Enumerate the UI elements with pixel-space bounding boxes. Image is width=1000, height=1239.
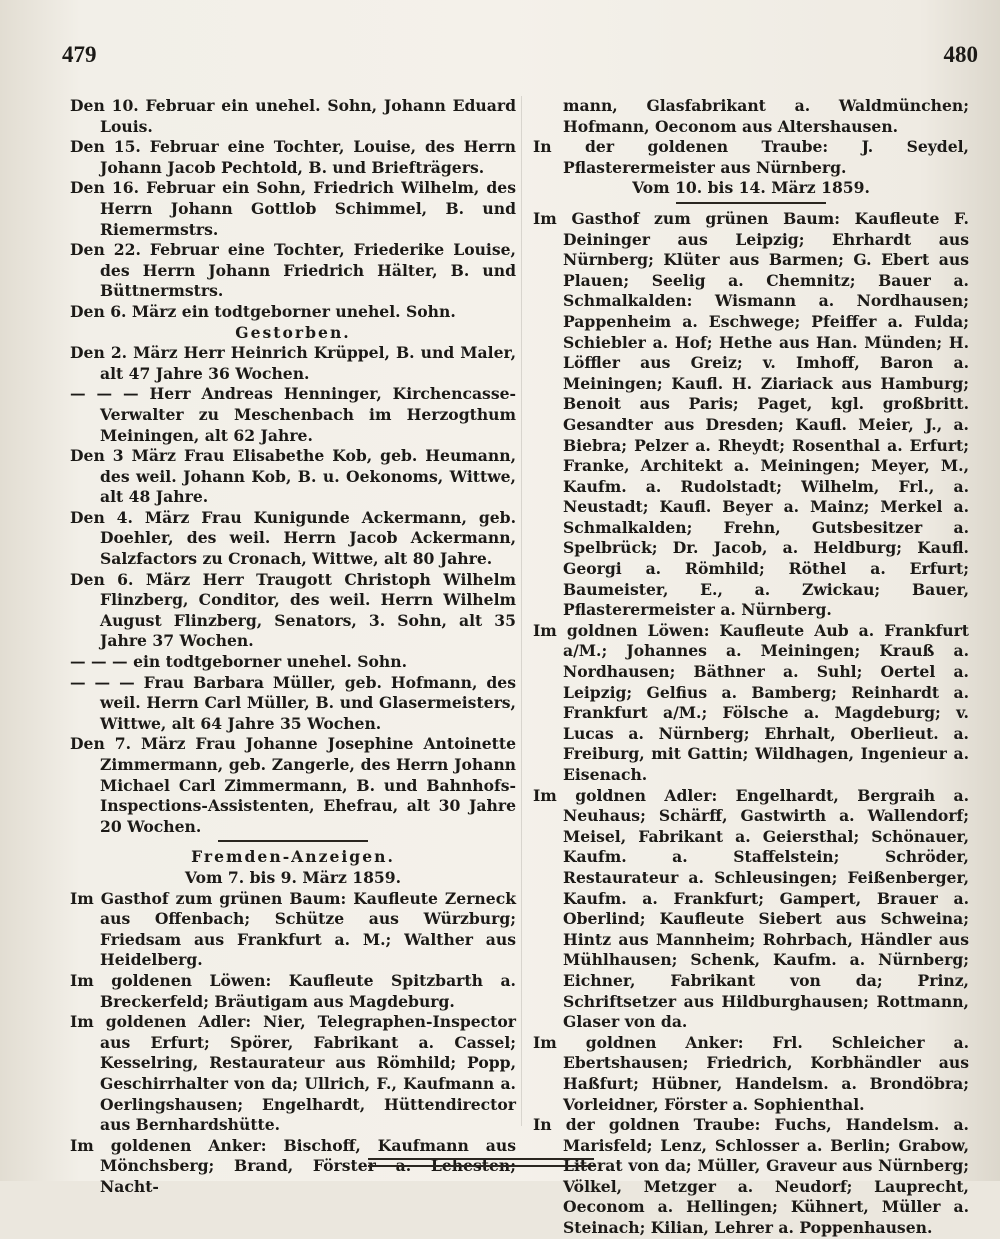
fremden-date-1: Vom 7. bis 9. März 1859.: [184, 867, 402, 887]
death-entry: Den 3 März Frau Elisabethe Kob, geb. Heumann, des weil. Johann Kob, B. u. Oekonoms, Wittwe, alt 48 Jahre.: [70, 446, 516, 507]
guest-entry: Im Gasthof zum grünen Baum: Kaufleute F. Deininger aus Leipzig; Ehrhardt aus Nürnberg; Klüter aus Barmen; G. Ebert aus Plauen; Seelig a. Chemnitz; Bauer a. Schmalkalden: Wismann a. Nordhausen; Pappenheim a. Eschwege; Pfeiffer a. Fulda; Schiebler a. Hof; Hethe aus Han. Münden; H. Löffler aus Greiz; v. Imhoff, Baron a. Meiningen; Kaufl. H. Ziariack aus Hamburg; Benoit aus Paris; Paget, kgl. großbritt. Gesandter aus Dresden; Kaufl. Meier, J., a. Biebra; Pelzer a. Rheydt; Rosenthal a. Erfurt; Franke, Architekt a. Meiningen; Meyer, M., Kaufm. a. Rudolstadt; Wilhelm, Frl., a. Neustadt; Kaufl. Beyer a. Mainz; Merkel a. Schmalkalden; Frehn, Gutsbesitzer a. Spelbrück; Dr. Jacob, a. Heldburg; Kaufl. Georgi a. Römhild; Röthel a. Erfurt; Baumeister, E., a. Zwickau; Bauer, Pflasterermeister a. Nürnberg.: [533, 208, 969, 620]
birth-entry: Den 6. März ein todtgeborner unehel. Sohn.: [70, 301, 456, 321]
guest-entry: Im Gasthof zum grünen Baum: Kaufleute Zerneck aus Offenbach; Schütze aus Würzburg; Friedsam aus Frankfurt a. M.; Walther aus Heidelberg.: [70, 888, 516, 970]
page-number-left: 479: [62, 42, 97, 67]
death-entry: Den 2. März Herr Heinrich Krüppel, B. und Maler, alt 47 Jahre 36 Wochen.: [70, 343, 516, 383]
birth-entry: Den 10. Februar ein unehel. Sohn, Johann Eduard Louis.: [70, 96, 516, 136]
birth-entry: Den 16. Februar ein Sohn, Friedrich Wilhelm, des Herrn Johann Gottlob Schimmel, B. und Riemermstrs.: [70, 178, 516, 239]
guest-entry-continued: mann, Glasfabrikant a. Waldmünchen; Hofmann, Oeconom aus Altershausen.: [563, 96, 969, 136]
death-entry: — — — ein todtgeborner unehel. Sohn.: [70, 652, 408, 672]
guest-entry: Im goldenen Anker: Bischoff, Kaufmann aus Mönchsberg; Brand, Förster a. Lehesten; Nacht-: [70, 1135, 516, 1196]
guest-entry: Im goldenen Adler: Nier, Telegraphen-Inspector aus Erfurt; Spörer, Fabrikant a. Cassel; Kesselring, Restaurateur aus Römhild; Popp, Geschirrhalter von da; Ullrich, F., Kaufmann a. Oerlingshausen; Engelhardt, Hüttendirector aus Bernhardshütte.: [70, 1012, 516, 1135]
guest-entry: Im goldenen Löwen: Kaufleute Spitzbarth a. Breckerfeld; Bräutigam aus Magdeburg.: [70, 970, 516, 1011]
guest-entry: Im goldnen Adler: Engelhardt, Bergraih a. Neuhaus; Schärff, Gastwirth a. Wallendorf; Meisel, Fabrikant a. Geiersthal; Schönauer, Kaufm. a. Staffelstein; Schröder, Restaurateur a. Schleusingen; Feißenberger, Kaufm. a. Frankfurt; Gampert, Brauer a. Oberlind; Kaufleute Siebert aus Schweina; Hintz aus Mannheim; Rohrbach, Händler aus Mühlhausen; Schenk, Kaufm. a. Nürnberg; Eichner, Fabrikant von da; Prinz, Schriftsetzer aus Hildburghausen; Rottmann, Glaser von da.: [533, 785, 969, 1032]
death-entry: — — — Frau Barbara Müller, geb. Hofmann, des weil. Herrn Carl Müller, B. und Glasermeisters, Wittwe, alt 64 Jahre 35 Wochen.: [70, 672, 516, 733]
death-entry: Den 4. März Frau Kunigunde Ackermann, geb. Doehler, des weil. Herrn Jacob Ackermann, Salzfactors zu Cronach, Wittwe, alt 80 Jahre.: [70, 507, 516, 569]
guest-entry: In der goldnen Traube: Fuchs, Handelsm. a. Marisfeld; Lenz, Schlosser a. Berlin; Grabow, Literat von da; Müller, Graveur aus Nürnberg; Völkel, Metzger a. Neudorf; Lauprecht, Oeconom a. Hellingen; Kühnert, Müller a. Steinach; Kilian, Lehrer a. Poppenhausen.: [533, 1115, 969, 1238]
birth-entry: Den 22. Februar eine Tochter, Friederike Louise, des Herrn Johann Friedrich Hälter, B. und Büttnermstrs.: [70, 240, 516, 301]
left-column: [70, 96, 516, 1197]
death-entry: Den 6. März Herr Traugott Christoph Wilhelm Flinzberg, Conditor, des weil. Herrn Wilhelm August Flinzberg, Senators, 3. Sohn, alt 35 Jahre 37 Wochen.: [70, 569, 516, 651]
guest-entry: In der goldenen Traube: J. Seydel, Pflasterermeister aus Nürnberg.: [533, 137, 969, 177]
guest-entry: Im goldnen Anker: Frl. Schleicher a. Ebertshausen; Friedrich, Korbhändler aus Haßfurt; Hübner, Handelsm. a. Brondöbra; Vorleidner, Förster a. Sophienthal.: [533, 1032, 969, 1114]
death-entry: — — — Herr Andreas Henninger, Kirchencasse-Verwalter zu Meschenbach im Herzogthum Meiningen, alt 62 Jahre.: [70, 384, 516, 445]
gestorben-heading: Gestorben.: [235, 322, 351, 342]
date-rule: [676, 202, 826, 204]
fremden-date-2: Vom 10. bis 14. März 1859.: [632, 178, 870, 198]
birth-entry: Den 15. Februar eine Tochter, Louise, des Herrn Johann Jacob Pechtold, B. und Briefträgers.: [70, 137, 516, 177]
footer-double-rule: [368, 1158, 594, 1167]
section-rule: [218, 840, 368, 842]
death-entry: Den 7. März Frau Johanne Josephine Antoinette Zimmermann, geb. Zangerle, des Herrn Johann Michael Carl Zimmermann, B. und Bahnhofs-Inspections-Assistenten, Ehefrau, alt 30 Jahre 20 Wochen.: [70, 734, 516, 836]
guest-entry: Im goldnen Löwen: Kaufleute Aub a. Frankfurt a/M.; Johannes a. Meiningen; Krauß a. Nordhausen; Bäthner a. Suhl; Oertel a. Leipzig; Gelfius a. Bamberg; Reinhardt a. Frankfurt a/M.; Fölsche a. Magdeburg; v. Lucas a. Nürnberg; Ehrhalt, Oberlieut. a. Freiburg, mit Gattin; Wildhagen, Ingenieur a. Eisenach.: [533, 620, 969, 784]
page-number-right: 480: [943, 42, 978, 67]
column-divider: [521, 96, 522, 1126]
right-column: [533, 96, 969, 1239]
fremden-heading: Fremden-Anzeigen.: [191, 847, 395, 867]
